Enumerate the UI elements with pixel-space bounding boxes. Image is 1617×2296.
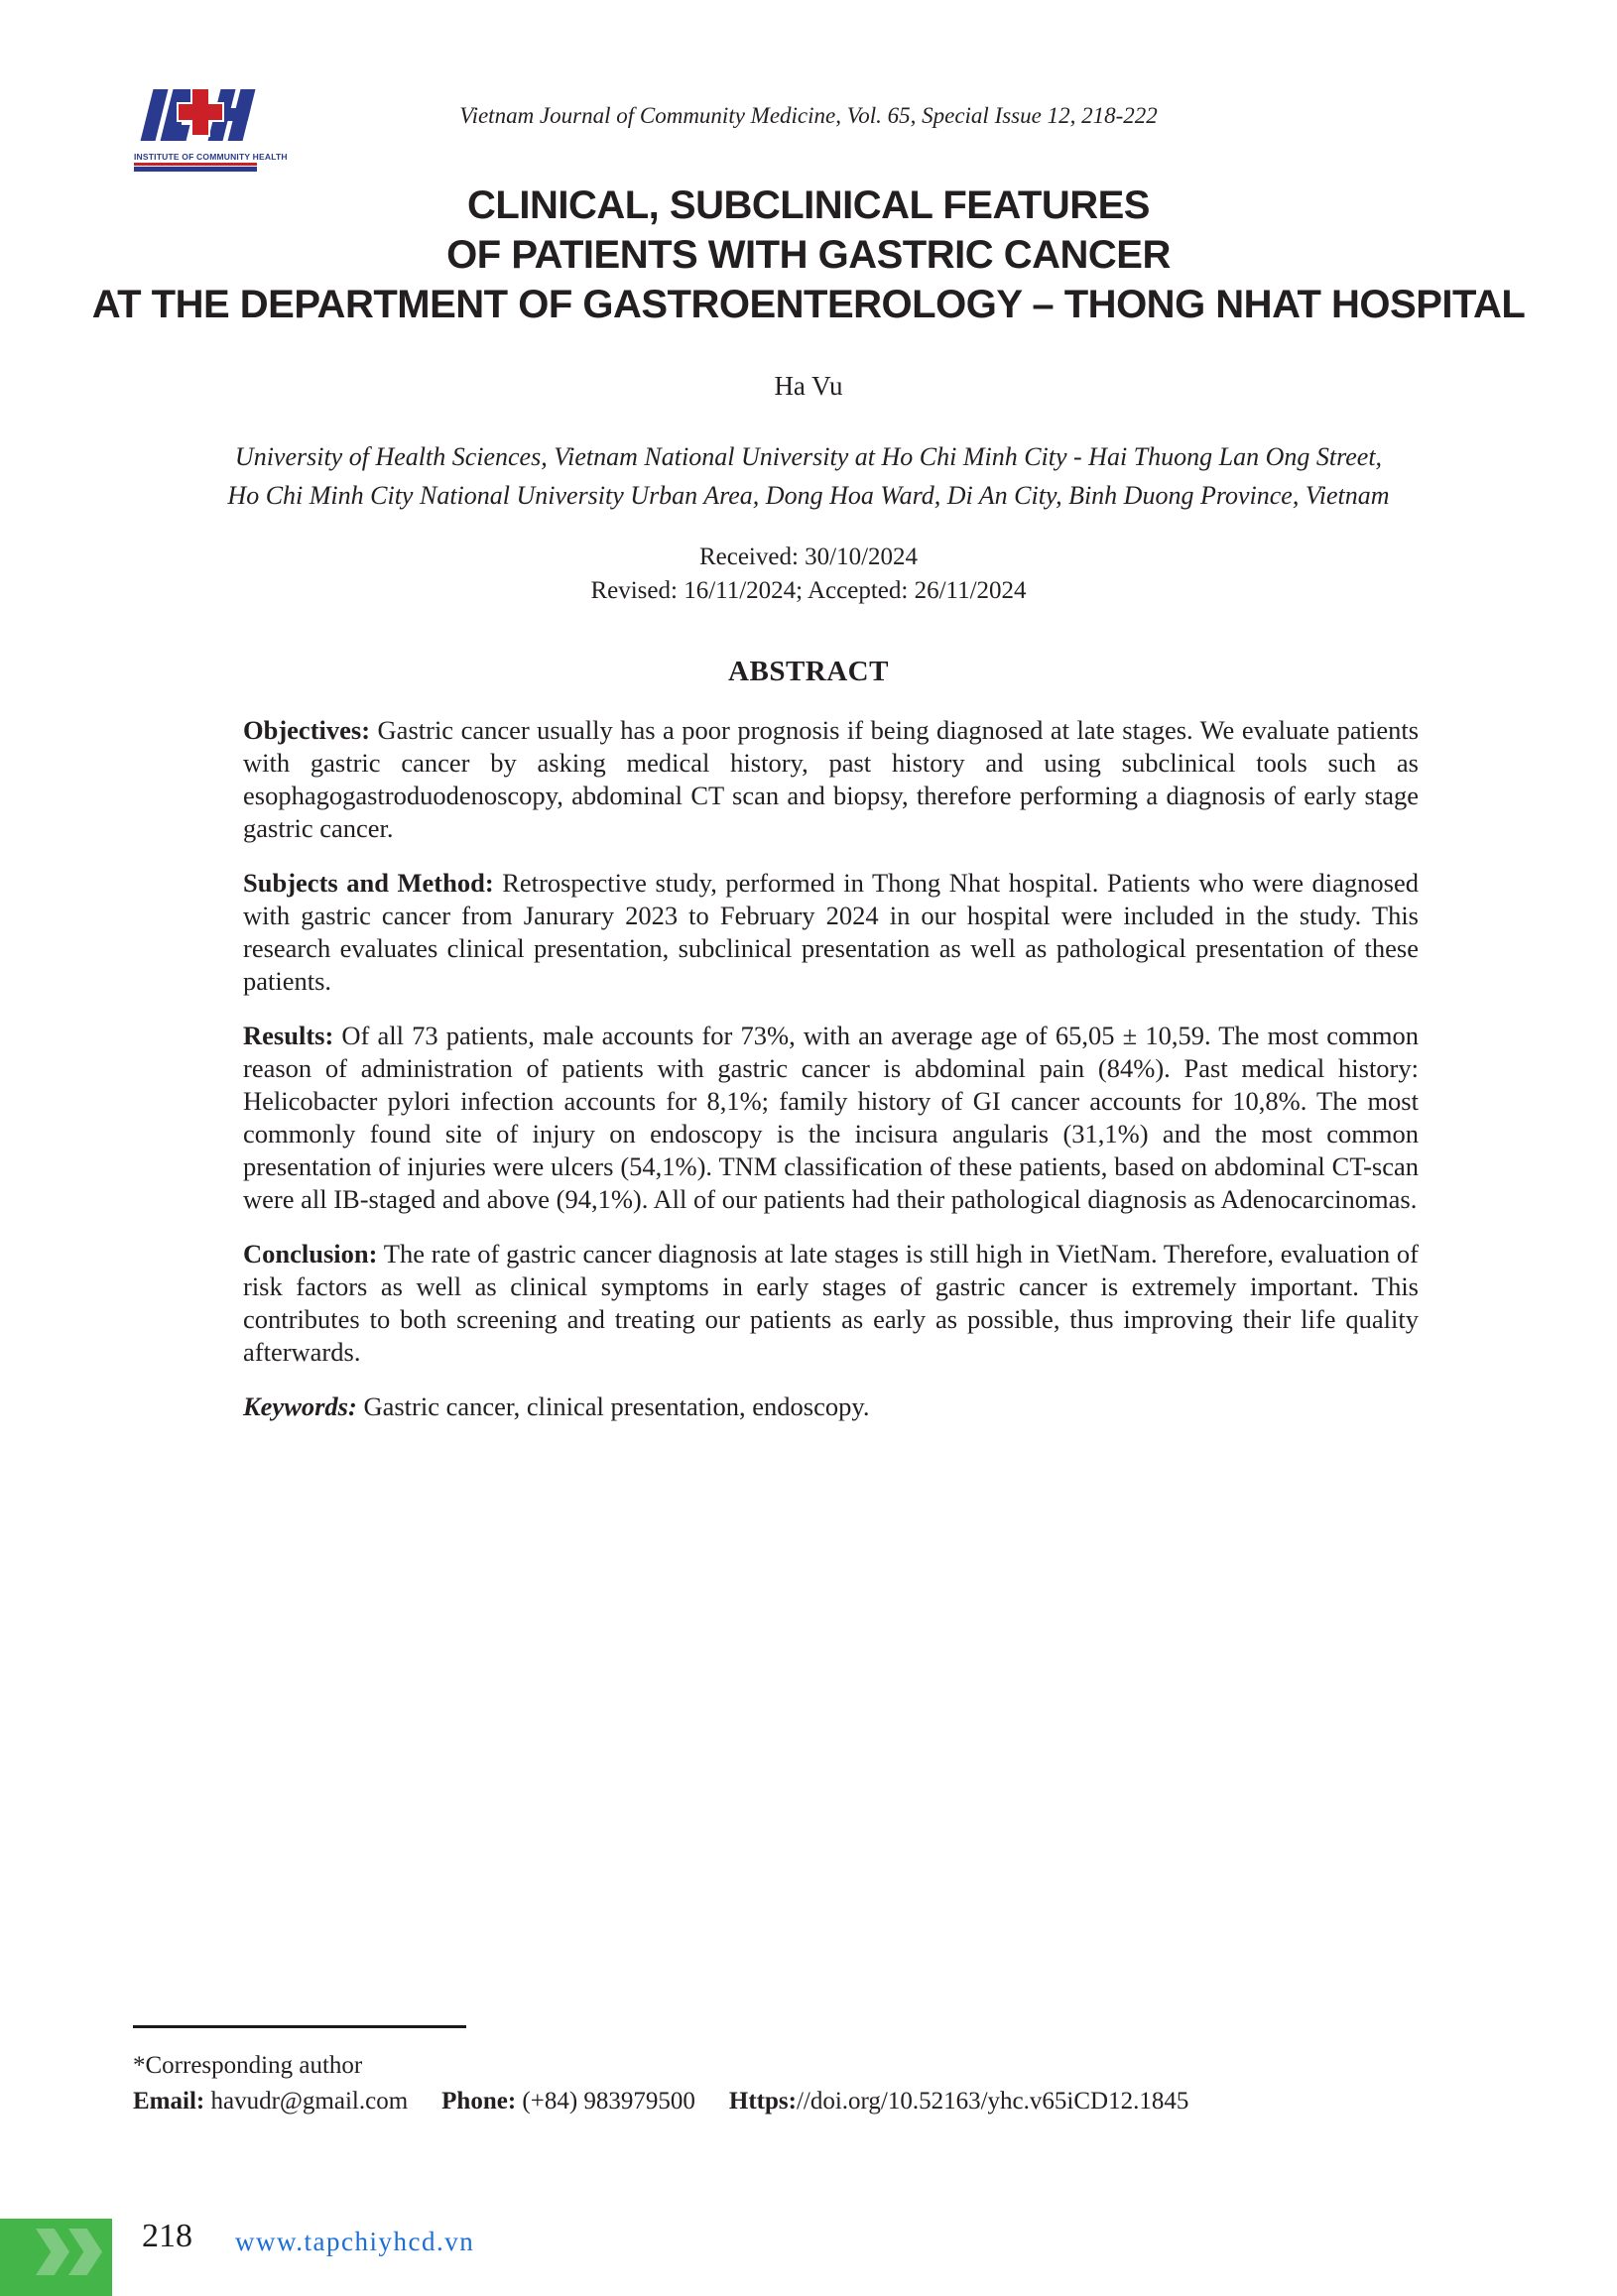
objectives-text: Gastric cancer usually has a poor prognosis if being diagnosed at late stages. We evaluate patients with gastric cancer by asking medical history, past history and using subclinical tools such as esophagogastroduodenoscopy, abdominal CT scan and biopsy, therefore performing a diagnosis of early stage gastric cancer. [243, 715, 1420, 843]
journal-reference: Vietnam Journal of Community Medicine, Vol. 65, Special Issue 12, 218-222 [459, 103, 1158, 128]
subjects-method-label: Subjects and Method: [243, 868, 494, 898]
objectives-label: Objectives: [243, 715, 371, 745]
email-segment [133, 2088, 408, 2115]
doi-segment[interactable] [729, 2088, 1188, 2115]
ich-logo [134, 87, 288, 172]
ich-logo-icon [134, 132, 257, 149]
doi-label: Https: [728, 2088, 797, 2115]
chevron-right-icon [68, 2229, 102, 2275]
email-label: Email: [133, 2088, 205, 2115]
abstract-body [243, 714, 1419, 1423]
corresponding-author-footnote [133, 2025, 1188, 2119]
chevron-right-icon [36, 2229, 69, 2275]
logo-blue-bar [134, 167, 257, 172]
phone-label: Phone: [441, 2088, 517, 2115]
revised-accepted-date: Revised: 16/11/2024; Accepted: 26/11/2024 [590, 577, 1027, 604]
received-date: Received: 30/10/2024 [698, 544, 919, 570]
results-text: Of all 73 patients, male accounts for 73%, with an average age of 65,05 ± 10,59. The most common reason of administration of patients with gastric cancer is abdominal pain (84%). Past medical history: Helicobacter pylori infection accounts for 8,1%; family history of GI cancer accounts for 10,8%. The most commonly found site of injury on endoscopy is the incisura angularis (31,1%) and the most common presentation of injuries were ulcers (54,1%). TNM classification of these patients, based on abdominal CT-scan were all IB-staged and above (94,1%). All of our patients had their pathological diagnosis as Adenocarcinomas. [243, 1021, 1419, 1214]
keywords-label: Keywords: [243, 1391, 357, 1421]
abstract-keywords [243, 1390, 1419, 1423]
phone-segment [441, 2088, 695, 2115]
corresponding-author-note: *Corresponding author [133, 2052, 363, 2079]
article-dates [0, 541, 1617, 608]
email-value: havudr@gmail.com [210, 2088, 409, 2115]
article-title [40, 181, 1577, 329]
page-number: 218 [142, 2218, 192, 2254]
footer-green-block [0, 2219, 112, 2296]
logo-caption: INSTITUTE OF COMMUNITY HEALTH [134, 152, 288, 162]
affiliation-line-2: Ho Chi Minh City National University Urban Area, Dong Hoa Ward, Di An City, Binh Duong Province, Vietnam [227, 481, 1390, 510]
abstract-heading: ABSTRACT [728, 656, 889, 687]
subjects-method-text: Retrospective study, performed in Thong Nhat hospital. Patients who were diagnosed with gastric cancer from Janurary 2023 to February 2024 in our hospital were included in the study. This research evaluates clinical presentation, subclinical presentation as well as pathological presentation of these patients. [243, 868, 1420, 996]
affiliation-line-1: University of Health Sciences, Vietnam National University at Ho Chi Minh City - Hai Thuong Lan Ong Street, [234, 442, 1383, 471]
contact-line [133, 2084, 1188, 2119]
logo-red-bar [134, 163, 257, 166]
journal-website-link[interactable]: www.tapchiyhcd.vn [235, 2227, 475, 2256]
title-line-1: CLINICAL, SUBCLINICAL FEATURES [467, 183, 1150, 227]
title-line-3: AT THE DEPARTMENT OF GASTROENTEROLOGY – THONG NHAT HOSPITAL [91, 283, 1526, 326]
abstract-results [243, 1020, 1419, 1216]
phone-value: (+84) 983979500 [522, 2088, 695, 2115]
conclusion-text: The rate of gastric cancer diagnosis at late stages is still high in VietNam. Therefore, evaluation of risk factors as well as clinical symptoms in early stages of gastric cancer is extremely important. This contributes to both screening and treating our patients as early as possible, thus improving their life quality afterwards. [243, 1239, 1419, 1367]
keywords-text: Gastric cancer, clinical presentation, endoscopy. [363, 1391, 870, 1421]
doi-value: //doi.org/10.52163/yhc.v65iCD12.1845 [796, 2088, 1189, 2115]
results-label: Results: [243, 1021, 334, 1050]
title-line-2: OF PATIENTS WITH GASTRIC CANCER [446, 233, 1171, 277]
abstract-objectives [243, 714, 1419, 845]
footnote-divider [133, 2025, 466, 2028]
abstract-conclusion [243, 1238, 1419, 1369]
abstract-subjects-method [243, 867, 1419, 998]
conclusion-label: Conclusion: [243, 1239, 378, 1269]
author-name: Ha Vu [774, 371, 843, 401]
affiliation [0, 437, 1617, 515]
